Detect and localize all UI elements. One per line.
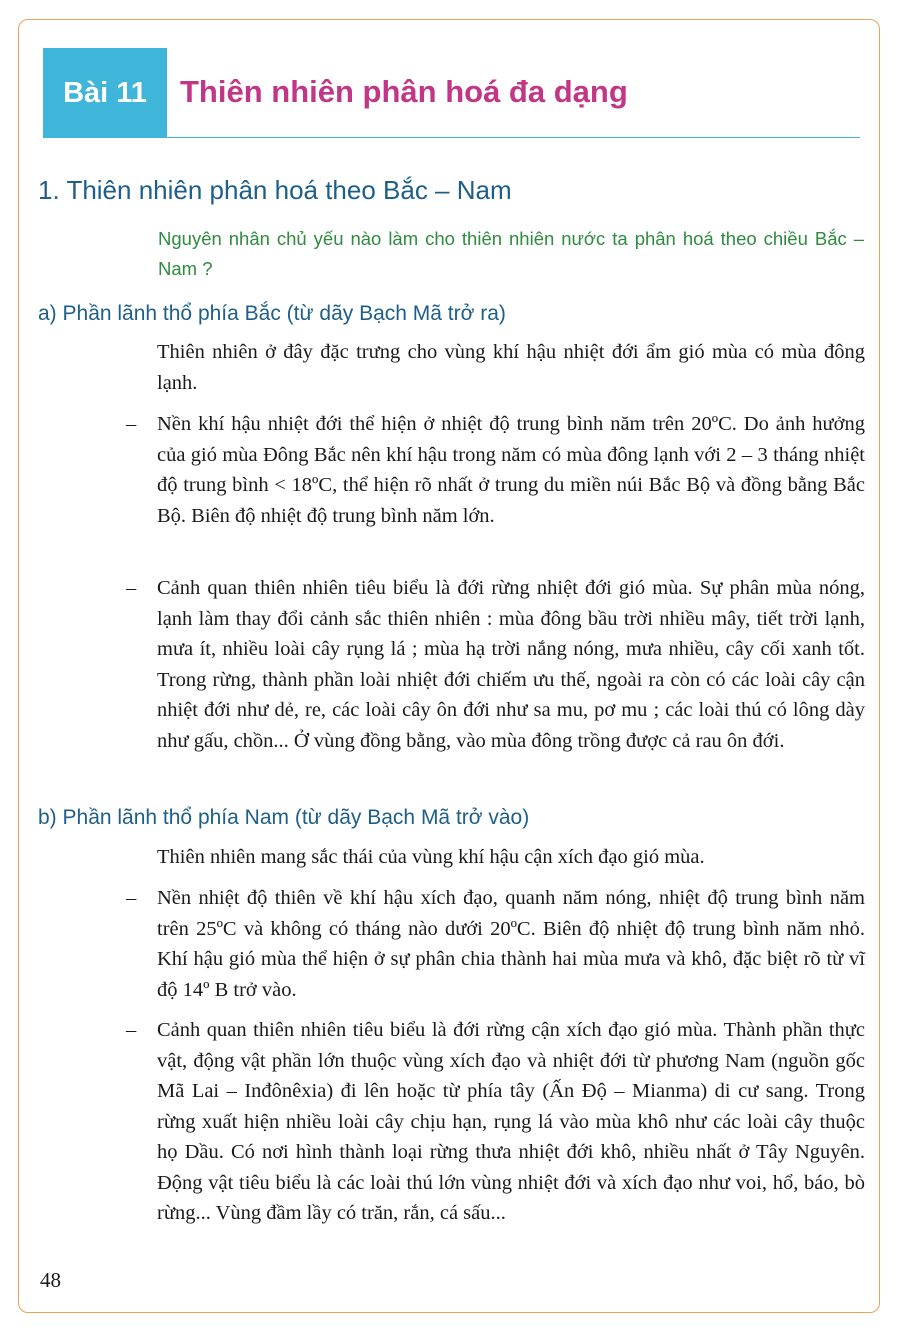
paragraph-b-bullet-2: Cảnh quan thiên nhiên tiêu biểu là đới rừng cận xích đạo gió mùa. Thành phần thực vật, động vật phần lớn thuộc vùng xích đạo và nhiệt đới từ phương Nam (nguồn gốc Mã Lai – Inđônêxia) đi lên hoặc từ phía tây (Ấn Độ – Mianma) di cư sang. Trong rừng xuất hiện nhiều loài cây chịu hạn, rụng lá vào mùa khô như các loài cây thuộc họ Dầu. Có nơi hình thành loại rừng thưa nhiệt đới khô, nhiều nhất ở Tây Nguyên. Động vật tiêu biểu là các loài thú lớn vùng nhiệt đới và xích đạo như voi, hổ, báo, bò rừng... Vùng đầm lầy có trăn, rắn, cá sấu... (157, 1019, 865, 1224)
title-divider (167, 137, 860, 138)
paragraph-a-intro: Thiên nhiên ở đây đặc trưng cho vùng khí hậu nhiệt đới ẩm gió mùa có mùa đông lạnh. (157, 341, 865, 394)
bullet-dash: – (126, 413, 137, 435)
paragraph-b-bullet-1: Nền nhiệt độ thiên về khí hậu xích đạo, quanh năm nóng, nhiệt độ trung bình năm trên 25ºC và không có tháng nào dưới 20ºC. Biên độ nhiệt độ trung bình năm nhỏ. Khí hậu gió mùa thể hiện ở sự phân chia thành hai mùa mưa và khô, đặc biệt rõ từ vĩ độ 14º B trở vào. (157, 887, 865, 1001)
lesson-number-badge (43, 48, 167, 138)
subsection-heading-b: b) Phần lãnh thổ phía Nam (từ dãy Bạch Mã trở vào) (38, 806, 530, 829)
lesson-number-label: Bài 11 (63, 76, 147, 109)
guiding-question: Nguyên nhân chủ yếu nào làm cho thiên nhiên nước ta phân hoá theo chiều Bắc – Nam ? (158, 228, 864, 279)
bullet-dash: – (126, 887, 137, 909)
section-heading: 1. Thiên nhiên phân hoá theo Bắc – Nam (38, 175, 512, 205)
bullet-dash: – (126, 577, 137, 599)
paragraph-b-intro: Thiên nhiên mang sắc thái của vùng khí hậu cận xích đạo gió mùa. (157, 846, 705, 868)
subsection-heading-a: a) Phần lãnh thổ phía Bắc (từ dãy Bạch Mã trở ra) (38, 302, 506, 325)
bullet-dash: – (126, 1019, 137, 1041)
paragraph-a-bullet-1: Nền khí hậu nhiệt đới thể hiện ở nhiệt độ trung bình năm trên 20ºC. Do ảnh hưởng của gió mùa Đông Bắc nên khí hậu trong năm có mùa đông lạnh với 2 – 3 tháng nhiệt độ trung bình < 18ºC, thể hiện rõ nhất ở trung du miền núi Bắc Bộ và đồng bằng Bắc Bộ. Biên độ nhiệt độ trung bình năm lớn. (157, 413, 865, 527)
page-number: 48 (40, 1268, 61, 1292)
lesson-title: Thiên nhiên phân hoá đa dạng (180, 74, 628, 109)
paragraph-a-bullet-2: Cảnh quan thiên nhiên tiêu biểu là đới rừng nhiệt đới gió mùa. Sự phân mùa nóng, lạnh làm thay đổi cảnh sắc thiên nhiên : mùa đông bầu trời nhiều mây, tiết trời lạnh, mưa ít, nhiều loài cây rụng lá ; mùa hạ trời nắng nóng, mưa nhiều, cây cối xanh tốt. Trong rừng, thành phần loài nhiệt đới chiếm ưu thế, ngoài ra còn có các loài cây cận nhiệt đới như dẻ, re, các loài cây ôn đới như sa mu, pơ mu ; các loài thú có lông dày như gấu, chồn... Ở vùng đồng bằng, vào mùa đông trồng được cả rau ôn đới. (157, 577, 865, 752)
